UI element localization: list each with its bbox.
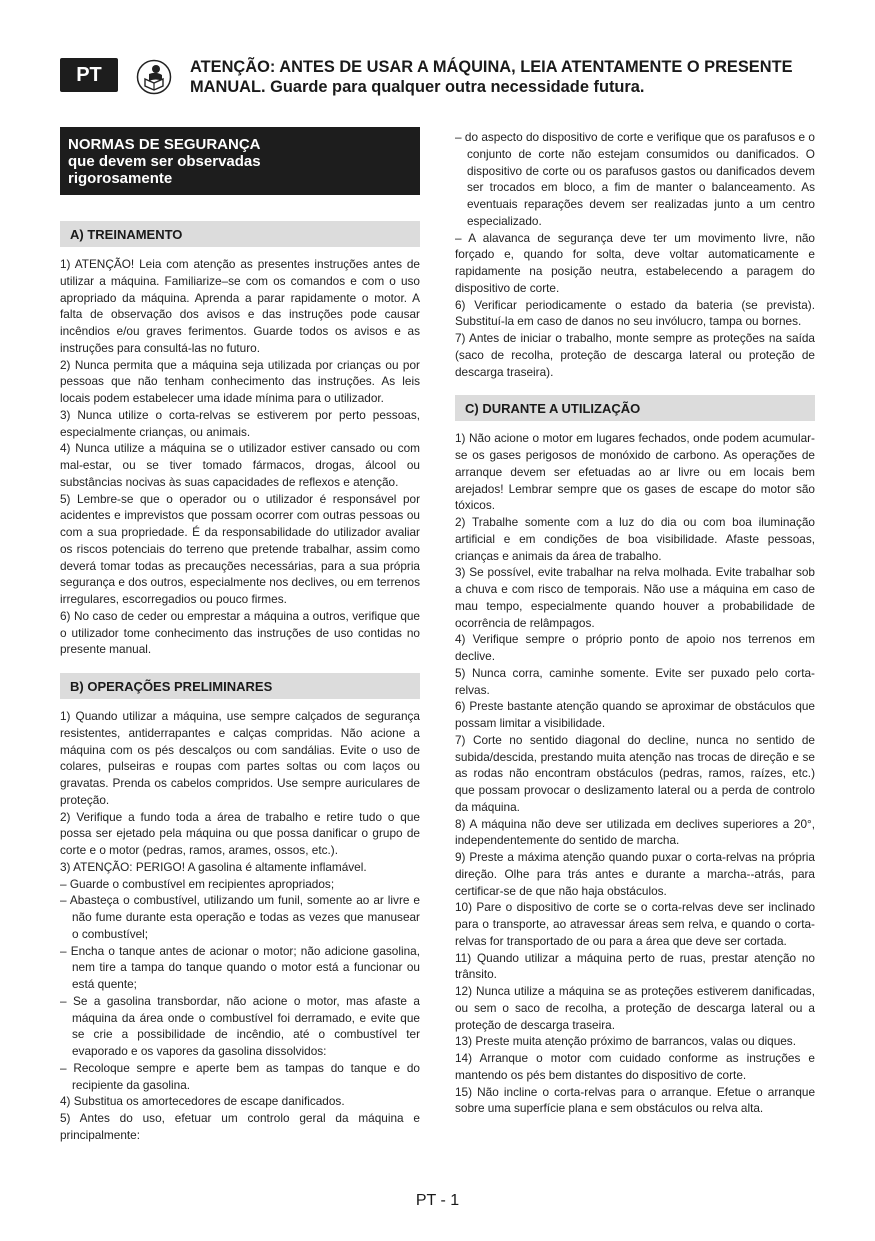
section-c-paragraph: 7) Corte no sentido diagonal do decline, nunca no sentido de subida/descida, prestando muita atenção nas trocas de direção e se as rodas não encontram obstáculos (pedras, ramos, raízes, etc.) que possam provocar o deslizamento lateral ou a perda de controlo da máquina. — [455, 732, 815, 814]
section-c-paragraph: 11) Quando utilizar a máquina perto de ruas, prestar atenção no trânsito. — [455, 950, 815, 982]
section-a-paragraph: 6) No caso de ceder ou emprestar a máquina a outros, verifique que o utilizador tome conhecimento das instruções de uso contidas no presente manual. — [60, 608, 420, 657]
section-a-paragraph: 2) Nunca permita que a máquina seja utilizada por crianças ou por pessoas que não tenham conhecimento das instruções. As leis locais podem estabelecer uma idade mínima para o utilizador. — [60, 357, 420, 405]
section-c-paragraph: 4) Verifique sempre o próprio ponto de apoio nos terrenos em declive. — [455, 632, 815, 663]
section-b-dash-item: – Encha o tanque antes de acionar o motor; não adicione gasolina, nem tire a tampa do tanque quando o motor está a funcionar ou está quente; — [60, 943, 420, 991]
safety-title — [60, 127, 420, 195]
section-c-paragraph: 2) Trabalhe somente com a luz do dia ou com boa iluminação artificial e em condições de boa visibilidade. Afaste pessoas, crianças e animais da área de trabalho. — [455, 515, 815, 563]
section-b-paragraph: 2) Verifique a fundo toda a área de trabalho e retire tudo o que possa ser ejetado pela máquina ou que possa danificar o grupo de corte e o motor (pedras, ramos, arames, ossos, etc.). — [60, 809, 420, 857]
warning-line-1: ATENÇÃO: ANTES DE USAR A MÁQUINA, LEIA ATENTAMENTE O PRESENTE — [190, 58, 793, 76]
section-c-paragraph: 15) Não incline o corta-relvas para o arranque. Efetue o arranque sobre uma superfície plana e sem obstáculos ou relva alta. — [455, 1084, 815, 1116]
section-a-paragraph: 3) Nunca utilize o corta-relvas se estiverem por perto pessoas, especialmente crianças, ou animais. — [60, 407, 420, 439]
section-c-paragraph: 1) Não acione o motor em lugares fechados, onde podem acumular-se os gases perigosos de monóxido de carbono. As operações de arranque devem ser efetuadas ao ar livre ou em locais bem arejados! Lembrar sempre que os gases de escape do motor são tóxicos. — [455, 431, 815, 513]
section-c-heading: C) DURANTE A UTILIZAÇÃO — [455, 395, 815, 421]
section-a-paragraph: 4) Nunca utilize a máquina se o utilizador estiver cansado ou com mal-estar, ou se tiver tomado fármacos, drogas, álcool ou substâncias nocivas às suas capacidades de reflexos e atenção. — [60, 441, 420, 489]
section-b-dash-item: – Se a gasolina transbordar, não acione o motor, mas afaste a máquina da área onde o combustível foi derramado, e evite que se crie a possibilidade de incêndio, até o combustível ter evaporado e os vapores da gasolina dissolvidos: — [60, 993, 420, 1058]
section-b-dash-item: – do aspecto do dispositivo de corte e verifique que os parafusos e o conjunto de corte não estejam consumidos ou danificados. O dispositivo de corte ou os parafusos gastos ou danificados devem ser trocados em bloco, a fim de manter o balanceamento. As eventuais reparações devem ser realizadas junto a um centro especializado. — [455, 130, 815, 228]
section-c-paragraph: 3) Se possível, evite trabalhar na relva molhada. Evite trabalhar sob a chuva e com risco de temporais. Não use a máquina em caso de mau tempo, especialmente quando houver a probabilidade de ocorrência de relâmpagos. — [455, 565, 815, 630]
section-a-heading: A) TREINAMENTO — [60, 221, 420, 247]
section-a-paragraph: 5) Lembre-se que o operador ou o utilizador é responsável por acidentes e imprevistos que possam ocorrer com outras pessoas ou com a sua propriedade. É da responsabilidade do utilizador avaliar os riscos potenciais do terreno que pretende trabalhar, assim como deverá tomar todas as precauções necessárias, para a sua própria segurança e dos outros, especialmente nos declives, ou em terrenos irregulares, escorregadios ou pouco firmes. — [60, 491, 421, 606]
section-b-dash-item: – Guarde o combustível em recipientes apropriados; — [60, 876, 335, 891]
page-number: PT - 1 — [415, 1192, 460, 1209]
section-c-paragraph: 8) A máquina não deve ser utilizada em declives superiores a 20°, independentemente do sentido de marcha. — [455, 816, 815, 848]
section-c-paragraph: 5) Nunca corra, caminhe somente. Evite ser puxado pelo corta-relvas. — [455, 665, 815, 697]
section-b-paragraph: 4) Substitua os amortecedores de escape danificados. — [60, 1094, 345, 1109]
section-c-paragraph: 10) Pare o dispositivo de corte se o corta-relvas deve ser inclinado para o transporte, ao atravessar áreas sem relva, e quando o corta-relvas for transportado de ou para a área que deve ser cortada. — [455, 900, 815, 948]
warning-line-2: MANUAL. Guarde para qualquer outra necessidade futura. — [190, 78, 645, 96]
section-a-paragraph: 1) ATENÇÃO! Leia com atenção as presentes instruções antes de utilizar a máquina. Familiarize–se com os comandos e com o uso apropriado da máquina. Aprenda a parar rapidamente o motor. A falta de observação dos avisos e das instruções pode causar incêndios e/ou graves ferimentos. Guarde todos os avisos e as instruções para consultá-las no futuro. — [60, 257, 420, 355]
safety-title-line-2: que devem ser observadas — [68, 153, 261, 170]
right-column — [455, 129, 815, 1117]
section-c-paragraph: 6) Preste bastante atenção quando se aproximar de obstáculos que possam limitar a visibilidade. — [455, 699, 815, 730]
warning-header — [190, 57, 830, 97]
section-b-paragraph: 5) Antes do uso, efetuar um controlo geral da máquina e principalmente: — [60, 1111, 420, 1142]
safety-title-line-3: rigorosamente — [68, 170, 173, 187]
section-b-paragraph: 7) Antes de iniciar o trabalho, monte sempre as proteções na saída (saco de recolha, proteção de descarga lateral ou proteção de descarga traseira). — [455, 331, 815, 379]
section-c-paragraph: 12) Nunca utilize a máquina se as proteções estiverem danificadas, ou sem o saco de recolha, a proteção de descarga lateral ou a proteção de descarga traseira. — [455, 984, 815, 1032]
section-c-paragraph: 14) Arranque o motor com cuidado conforme as instruções e mantendo os pés bem distantes do dispositivo de corte. — [455, 1051, 815, 1082]
section-b-heading: B) OPERAÇÕES PRELIMINARES — [60, 673, 420, 699]
read-manual-icon — [136, 59, 172, 95]
section-b-dash-item: – Abasteça o combustível, utilizando um funil, somente ao ar livre e não fume durante esta operação e todas as vezes que manusear o combustível; — [60, 893, 420, 941]
section-b-dash-item: – Recoloque sempre e aperte bem as tampas do tanque e do recipiente da gasolina. — [60, 1060, 420, 1092]
safety-title-line-1: NORMAS DE SEGURANÇA — [68, 136, 261, 153]
section-b-paragraph: – A alavanca de segurança deve ter um movimento livre, não forçado e, quando for solta, deve voltar automaticamente e rapidamente na posição neutra, estabelecendo a paragem do dispositivo de corte. — [455, 230, 815, 295]
left-column — [60, 127, 420, 1144]
section-b-paragraph: 6) Verificar periodicamente o estado da bateria (se prevista). Substituí-la em caso de danos no seu invólucro, tampa ou bornes. — [455, 297, 815, 329]
section-b-paragraph: 1) Quando utilizar a máquina, use sempre calçados de segurança resistentes, antiderrapantes e calças compridas. Não acione a máquina com os pés descalços ou com sandálias. Evite o uso de colares, pulseiras e roupas com partes soltas ou com laços ou gravatas. Prenda os cabelos compridos. Use sempre auriculares de proteção. — [60, 709, 420, 807]
language-badge: PT — [60, 58, 118, 92]
section-b-paragraph: 3) ATENÇÃO: PERIGO! A gasolina é altamente inflamável. — [60, 859, 367, 874]
section-c-paragraph: 9) Preste a máxima atenção quando puxar o corta-relvas na própria direção. Olhe para trás antes e durante a marcha--atrás, para certificar-se de que não haja obstáculos. — [455, 850, 815, 898]
section-c-paragraph: 13) Preste muita atenção próximo de barrancos, valas ou diques. — [455, 1034, 796, 1049]
